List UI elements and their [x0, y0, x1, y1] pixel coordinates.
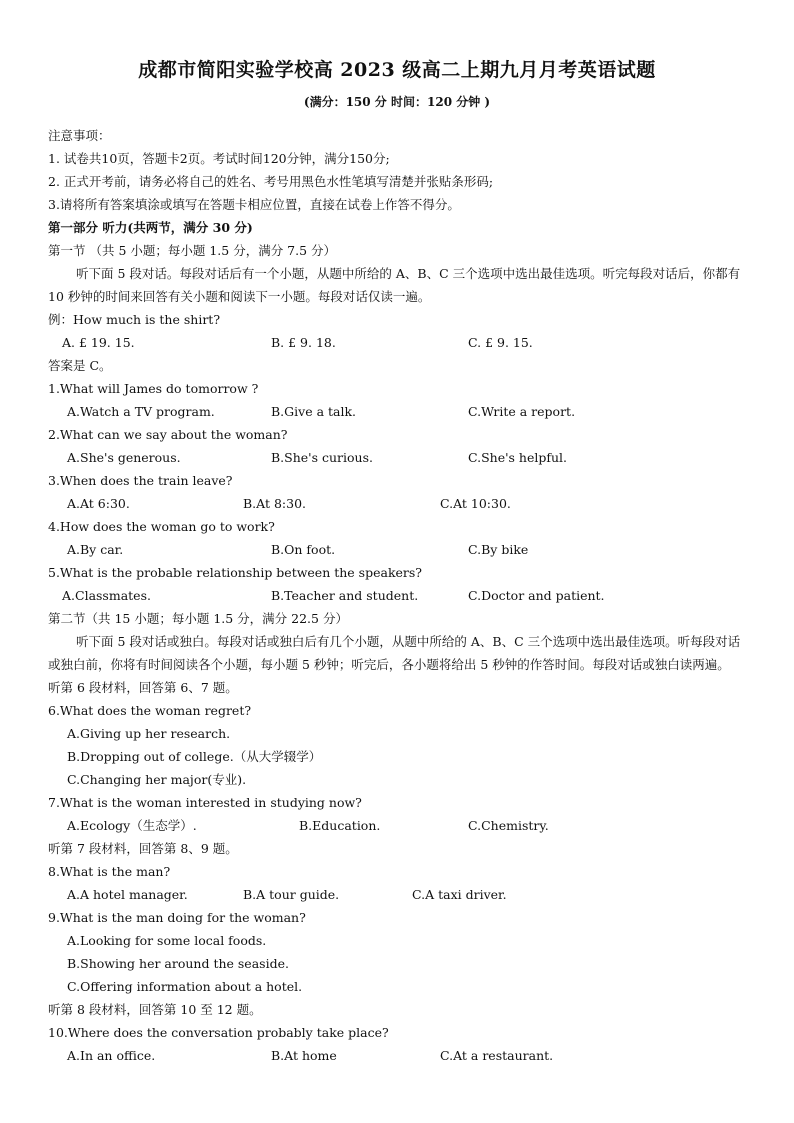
option-b: B.On foot.	[271, 542, 336, 557]
note-item: 1. 试卷共10页，答题卡2页。考试时间120分钟，满分150分;	[48, 151, 390, 166]
question-2-options	[48, 446, 746, 469]
option-c: C.At a restaurant.	[440, 1048, 554, 1063]
option-c: C.By bike	[468, 542, 529, 557]
section2-heading: 第二节（共 15 小题；每小题 1.5 分，满分 22.5 分）	[48, 611, 348, 626]
example-answer: 答案是 C。	[48, 358, 112, 373]
question-5: 5.What is the probable relationship between the speakers?	[48, 565, 423, 580]
option-c: C. £ 9. 15.	[468, 335, 533, 350]
section1-heading: 第一节 （共 5 小题；每小题 1.5 分，满分 7.5 分）	[48, 243, 337, 258]
option-c: C.Write a report.	[468, 404, 576, 419]
question-3: 3.When does the train leave?	[48, 473, 233, 488]
option-c: C.Chemistry.	[468, 818, 549, 833]
example-options	[48, 331, 746, 354]
question-8: 8.What is the man?	[48, 864, 171, 879]
question-9-options	[48, 929, 746, 998]
question-7-options	[48, 814, 746, 837]
question-1-options	[48, 400, 746, 423]
option-b: B.Give a talk.	[271, 404, 357, 419]
option-c: C.Offering information about a hotel.	[67, 979, 303, 994]
note-item: 2. 正式开考前，请务必将自己的姓名、考号用黑色水性笔填写清楚并张贴条形码;	[48, 174, 494, 189]
notes-heading: 注意事项：	[48, 128, 111, 143]
option-b: B.Dropping out of college.（从大学辍学）	[67, 749, 322, 764]
notes-section	[48, 124, 746, 216]
option-c: C.She's helpful.	[468, 450, 568, 465]
option-a: A. £ 19. 15.	[62, 335, 135, 350]
question-7: 7.What is the woman interested in studying now?	[48, 795, 362, 810]
option-b: B.She's curious.	[271, 450, 373, 465]
option-a: A.By car.	[67, 542, 124, 557]
question-8-options	[48, 883, 746, 906]
option-a: A.She's generous.	[67, 450, 181, 465]
question-4-options	[48, 538, 746, 561]
option-b: B.At home	[271, 1048, 337, 1063]
option-b: B.A tour guide.	[243, 887, 340, 902]
option-a: A.Classmates.	[62, 588, 151, 603]
option-a: A.Giving up her research.	[67, 726, 231, 741]
option-c: C.Doctor and patient.	[468, 588, 605, 603]
section1-instructions: 听下面 5 段对话。每段对话后有一个小题，从题中所给的 A、B、C 三个选项中选出最佳选项。听完每段对话后，你都有 10 秒钟的时间来回答有关小题和阅读下一小题。每段对话仅读一遍。	[48, 266, 741, 304]
question-10-options	[48, 1044, 746, 1067]
material-7-note: 听第 7 段材料，回答第 8、9 题。	[48, 841, 238, 856]
option-a: A.At 6:30.	[67, 496, 130, 511]
option-b: B.Showing her around the seaside.	[67, 956, 289, 971]
exam-subtitle: (满分：150 分 时间：120 分钟 )	[303, 95, 491, 109]
option-b: B.Education.	[299, 818, 381, 833]
question-4: 4.How does the woman go to work?	[48, 519, 275, 534]
question-9: 9.What is the man doing for the woman?	[48, 910, 306, 925]
option-a: A.Looking for some local foods.	[67, 933, 267, 948]
option-a: A.Watch a TV program.	[67, 404, 215, 419]
question-2: 2.What can we say about the woman?	[48, 427, 288, 442]
part1	[48, 216, 746, 1067]
example-question: 例：How much is the shirt?	[48, 312, 221, 327]
question-6: 6.What does the woman regret?	[48, 703, 252, 718]
exam-title: 成都市简阳实验学校高 2023 级高二上期九月月考英语试题	[138, 59, 656, 81]
option-b: B. £ 9. 18.	[271, 335, 336, 350]
question-3-options	[48, 492, 746, 515]
option-a: A.Ecology（生态学）.	[67, 818, 197, 833]
question-10: 10.Where does the conversation probably take place?	[48, 1025, 389, 1040]
option-b: B.At 8:30.	[243, 496, 307, 511]
question-6-options	[48, 722, 746, 791]
material-8-note: 听第 8 段材料，回答第 10 至 12 题。	[48, 1002, 262, 1017]
question-1: 1.What will James do tomorrow ?	[48, 381, 259, 396]
option-a: A.In an office.	[67, 1048, 156, 1063]
question-5-options	[48, 584, 746, 607]
option-c: C.At 10:30.	[440, 496, 511, 511]
option-c: C.A taxi driver.	[412, 887, 507, 902]
part1-heading: 第一部分 听力(共两节，满分 30 分)	[48, 220, 253, 235]
option-b: B.Teacher and student.	[271, 588, 419, 603]
option-a: A.A hotel manager.	[67, 887, 188, 902]
note-item: 3.请将所有答案填涂或填写在答题卡相应位置，直接在试卷上作答不得分。	[48, 197, 460, 212]
material-6-note: 听第 6 段材料，回答第 6、7 题。	[48, 680, 238, 695]
section2-instructions: 听下面 5 段对话或独白。每段对话或独白后有几个小题，从题中所给的 A、B、C 三个选项中选出最佳选项。听每段对话或独白前，你将有时间阅读各个小题，每小题 5 秒钟；听完后，各小题将给出 5 秒钟的作答时间。每段对话或独白读两遍。	[48, 634, 741, 672]
option-c: C.Changing her major(专业).	[67, 772, 247, 787]
